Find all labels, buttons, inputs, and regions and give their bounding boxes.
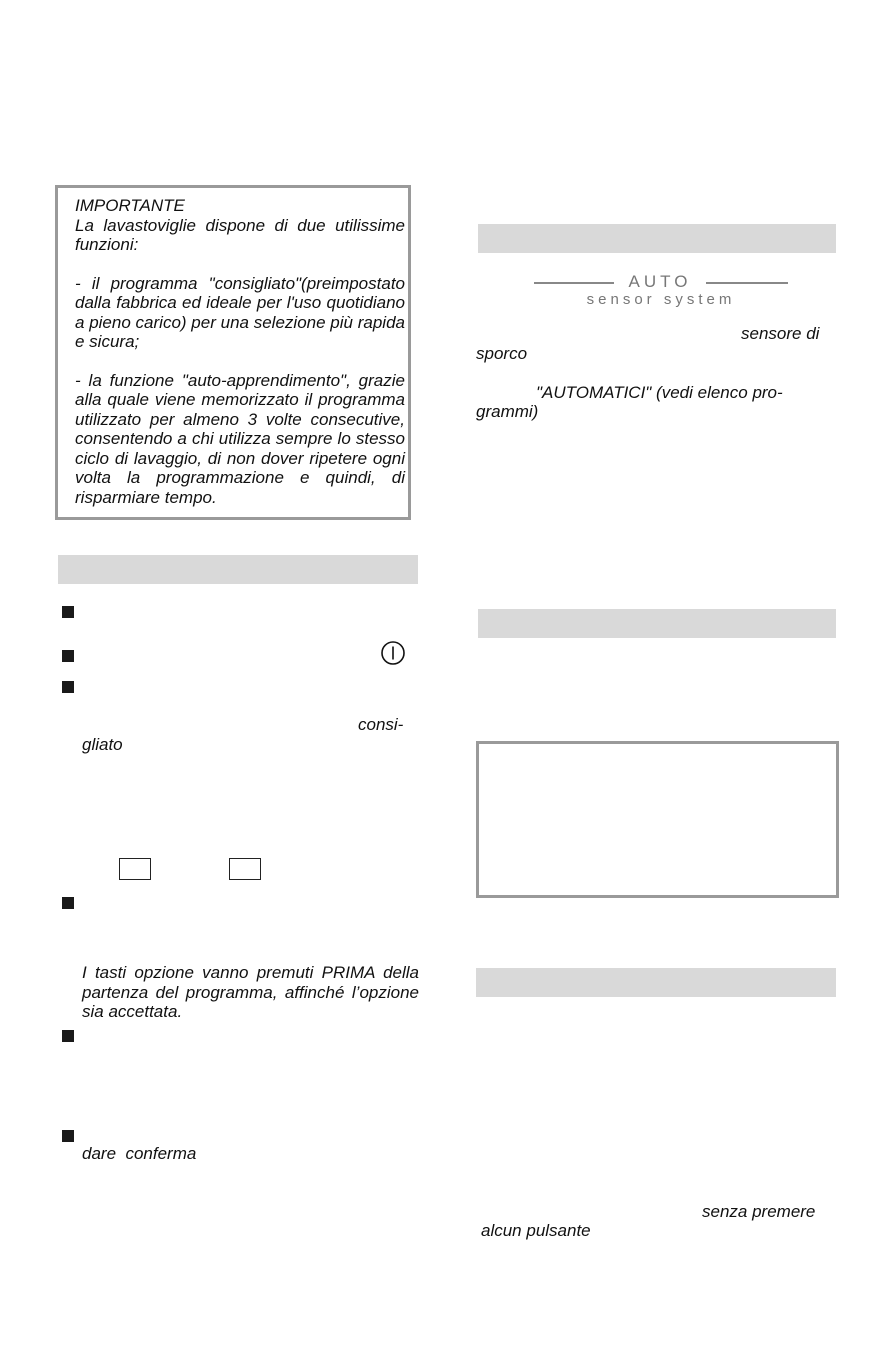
important-item-auto-apprendimento: - la funzione "auto-apprendimento", grazie alla quale viene memorizzato il programma utilizzato per almeno 3 volte consecutive, consentendo a chi utilizza sempre lo stesso ciclo di lavaggio, di non dover ripetere ogni volta la programmazione e quindi, di risparmiare tempo. [75, 370, 405, 507]
info-box-right [476, 741, 839, 898]
bullet-2 [62, 650, 74, 662]
bullet-4 [62, 897, 74, 909]
important-intro: La lavastoviglie dispone di due utilissime funzioni: [75, 215, 405, 254]
section-bar-left [58, 555, 418, 584]
section-bar-right-1 [478, 224, 836, 253]
text-alcun-pulsante: alcun pulsante [481, 1221, 591, 1240]
logo-brand: AUTO [628, 272, 692, 291]
text-dare-conferma: dare conferma [82, 1144, 197, 1163]
text-automatici: "AUTOMATICI" (vedi elenco pro- [536, 383, 783, 402]
text-sensore-di: sensore di [741, 324, 820, 343]
section-bar-right-3 [476, 968, 836, 997]
text-sporco: sporco [476, 344, 528, 363]
section-bar-right-2 [478, 609, 836, 638]
logo-subtitle: sensor system [586, 291, 736, 308]
option-note: I tasti opzione vanno premuti PRIMA della partenza del programma, affinché l’opzione sia accettata. [82, 963, 419, 1021]
text-grammi: grammi) [476, 402, 539, 421]
bullet-6 [62, 1130, 74, 1142]
logo-line-right [706, 282, 788, 284]
text-gliato: gliato [82, 735, 123, 754]
bullet-5 [62, 1030, 74, 1042]
important-box-text [75, 196, 405, 507]
key-box-1 [119, 858, 151, 880]
bullet-1 [62, 606, 74, 618]
text-consi: consi- [358, 715, 404, 734]
important-item-consigliato: - il programma "consigliato"(preimpostato dalla fabbrica ed ideale per l'uso quotidiano a pieno carico) per una selezione più rapida e sicura; [75, 273, 405, 351]
important-title: IMPORTANTE [75, 196, 185, 215]
logo-line-left [534, 282, 614, 284]
auto-sensor-logo [530, 270, 792, 314]
bullet-3 [62, 681, 74, 693]
key-box-2 [229, 858, 261, 880]
text-senza-premere: senza premere [702, 1202, 816, 1221]
power-icon [380, 640, 406, 666]
